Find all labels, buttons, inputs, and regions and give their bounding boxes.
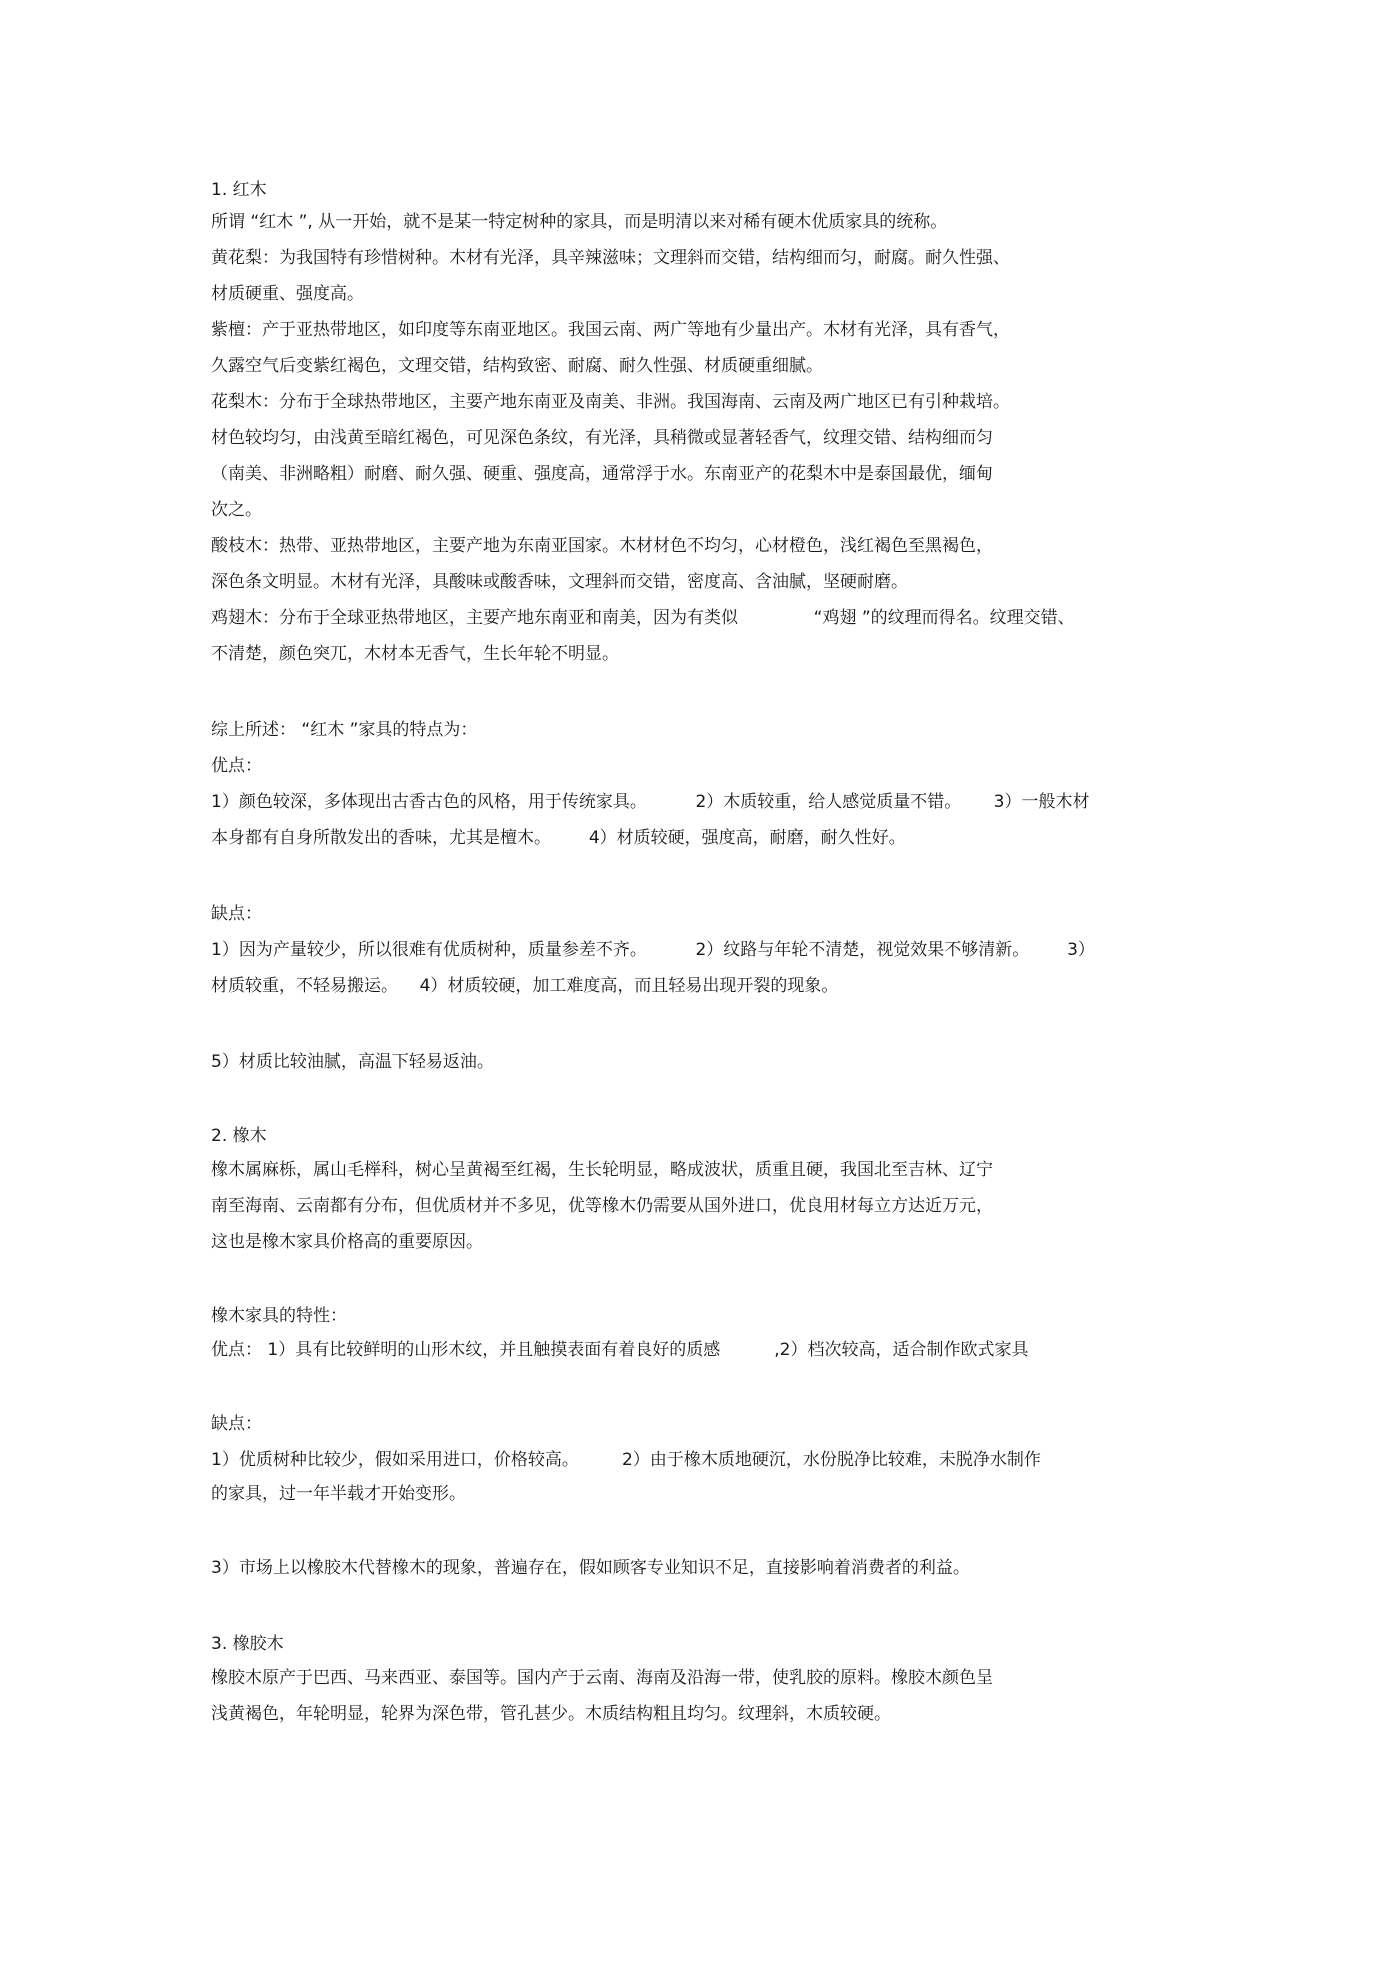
paragraph-line: 次之。	[211, 500, 262, 520]
characteristics-label: 橡木家具的特性：	[211, 1306, 347, 1326]
paragraph-line: 材质较重，不轻易搬运。 4）材质较硬，加工难度高，而且轻易出现开裂的现象。	[211, 976, 839, 996]
heading-xiangjiaomu: 3. 橡胶木	[211, 1634, 284, 1654]
paragraph-line: 的家具，过一年半载才开始变形。	[211, 1484, 466, 1504]
paragraph-line: 所谓 “红木 ”, 从一开始，就不是某一特定树种的家具，而是明清以来对稀有硬木优质家具的统称。	[211, 212, 948, 232]
paragraph-line: 酸枝木：热带、亚热带地区，主要产地为东南亚国家。木材材色不均匀，心材橙色，浅红褐色至黑褐色，	[211, 536, 993, 556]
heading-hongmu: 1. 红木	[211, 180, 267, 200]
paragraph-line: 5）材质比较油腻，高温下轻易返油。	[211, 1052, 494, 1072]
paragraph-line: 不清楚，颜色突兀，木材本无香气，生长年轮不明显。	[211, 644, 619, 664]
paragraph-line: 鸡翅木：分布于全球亚热带地区，主要产地东南亚和南美，因为有类似 “鸡翅 ”的纹理而得名。纹理交错、	[211, 608, 1075, 628]
paragraph-line: 橡木属麻栎，属山毛榉科，树心呈黄褐至红褐，生长轮明显，略成波状，质重且硬，我国北至吉林、辽宁	[211, 1160, 993, 1180]
paragraph-line: 本身都有自身所散发出的香味，尤其是檀木。 4）材质较硬，强度高，耐磨，耐久性好。	[211, 828, 906, 848]
paragraph-line: 1）优质树种比较少，假如采用进口，价格较高。 2）由于橡木质地硬沉，水份脱净比较难，未脱净水制作	[211, 1450, 1041, 1470]
paragraph-line: 优点： 1）具有比较鲜明的山形木纹，并且触摸表面有着良好的质感 ,2）档次较高，适合制作欧式家具	[211, 1340, 1029, 1360]
paragraph-line: 黄花梨：为我国特有珍惜树种。木材有光泽，具辛辣滋味；文理斜而交错，结构细而匀，耐腐。耐久性强、	[211, 248, 1010, 268]
advantages-label: 优点：	[211, 756, 262, 776]
paragraph-line: 深色条文明显。木材有光泽，具酸味或酸香味，文理斜而交错，密度高、含油腻，坚硬耐磨。	[211, 572, 908, 592]
paragraph-line: 1）因为产量较少，所以很难有优质树种，质量参差不齐。 2）纹路与年轮不清楚，视觉效果不够清新。 3）	[211, 940, 1095, 960]
paragraph-line: （南美、非洲略粗）耐磨、耐久强、硬重、强度高，通常浮于水。东南亚产的花梨木中是泰国最优，缅甸	[211, 464, 993, 484]
paragraph-line: 浅黄褐色，年轮明显，轮界为深色带，管孔甚少。木质结构粗且均匀。纹理斜，木质较硬。	[211, 1704, 891, 1724]
paragraph-line: 材质硬重、强度高。	[211, 284, 364, 304]
paragraph-line: 南至海南、云南都有分布，但优质材并不多见，优等橡木仍需要从国外进口，优良用材每立方达近万元，	[211, 1196, 993, 1216]
disadvantages-label: 缺点：	[211, 904, 262, 924]
paragraph-line: 这也是橡木家具价格高的重要原因。	[211, 1232, 483, 1252]
paragraph-line: 3）市场上以橡胶木代替橡木的现象，普遍存在，假如顾客专业知识不足，直接影响着消费者的利益。	[211, 1558, 970, 1578]
paragraph-line: 材色较均匀，由浅黄至暗红褐色，可见深色条纹，有光泽，具稍微或显著轻香气，纹理交错、结构细而匀	[211, 428, 993, 448]
disadvantages-label: 缺点：	[211, 1414, 262, 1434]
paragraph-line: 花梨木：分布于全球热带地区，主要产地东南亚及南美、非洲。我国海南、云南及两广地区已有引种栽培。	[211, 392, 1010, 412]
heading-xiangmu: 2. 橡木	[211, 1126, 267, 1146]
paragraph-line: 久露空气后变紫红褐色，文理交错，结构致密、耐腐、耐久性强、材质硬重细腻。	[211, 356, 823, 376]
paragraph-line: 橡胶木原产于巴西、马来西亚、泰国等。国内产于云南、海南及沿海一带，使乳胶的原料。橡胶木颜色呈	[211, 1668, 993, 1688]
summary-line: 综上所述： “红木 ”家具的特点为：	[211, 720, 478, 740]
paragraph-line: 1）颜色较深，多体现出古香古色的风格，用于传统家具。 2）木质较重，给人感觉质量不错。 3）一般木材	[211, 792, 1090, 812]
paragraph-line: 紫檀：产于亚热带地区，如印度等东南亚地区。我国云南、两广等地有少量出产。木材有光泽，具有香气，	[211, 320, 1010, 340]
